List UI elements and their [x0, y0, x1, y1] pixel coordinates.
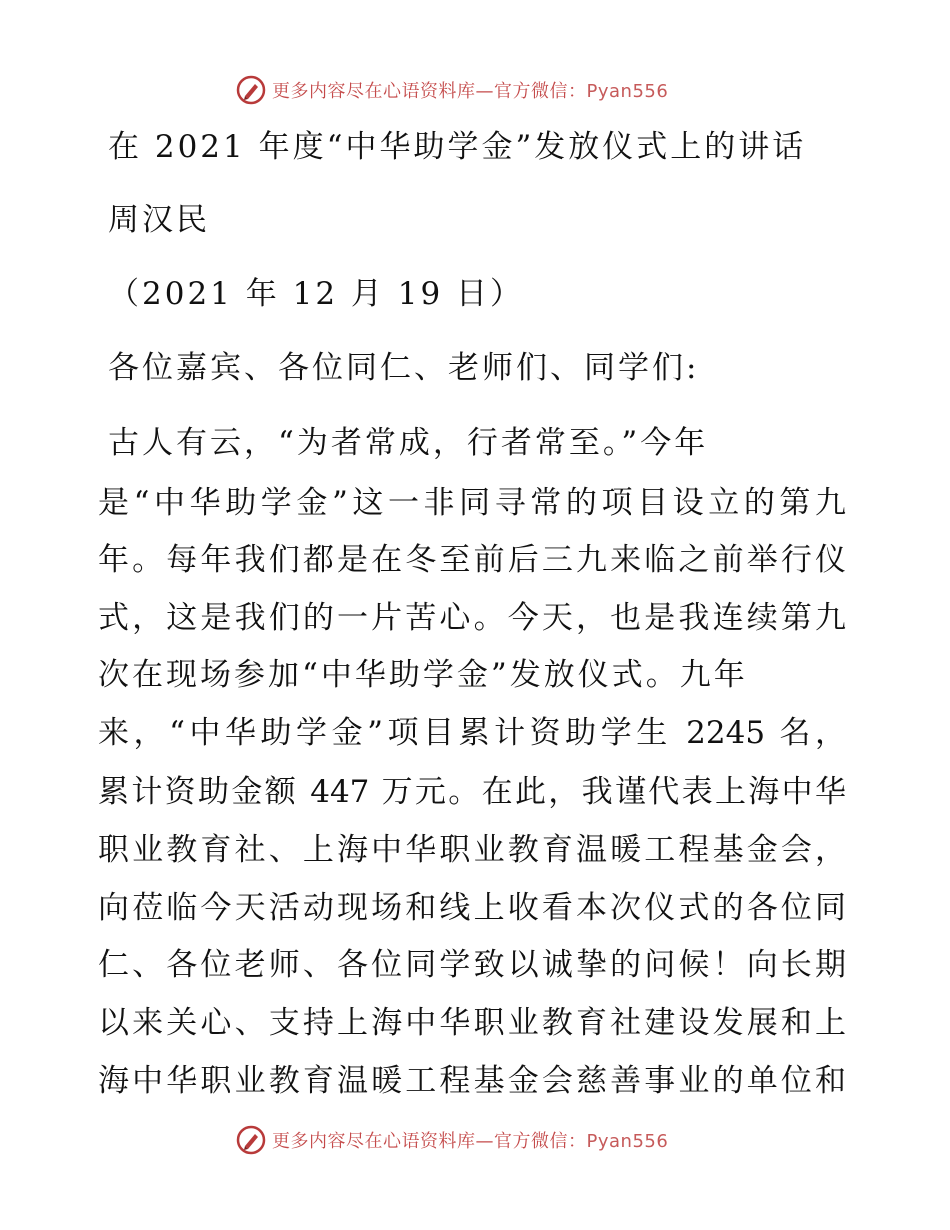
paragraph-line: 式，这是我们的一片苦心。今天，也是我连续第九: [98, 600, 846, 636]
document-date: （2021 年 12 月 19 日）: [108, 276, 525, 312]
document-author: 周汉民: [108, 202, 210, 238]
paragraph-line: 仁、各位老师、各位同学致以诚挚的问候！向长期: [98, 947, 846, 983]
salutation: 各位嘉宾、各位同仁、老师们、同学们:: [108, 350, 700, 386]
watermark-text: 更多内容尽在心语资料库—官方微信：Pyan556: [272, 1131, 669, 1152]
watermark-bottom: [236, 1122, 668, 1158]
paragraph-line: 是“中华助学金”这一非同寻常的项目设立的第九: [98, 485, 846, 521]
document-title: 在 2021 年度“中华助学金”发放仪式上的讲话: [108, 129, 807, 165]
pen-logo-icon: [236, 75, 266, 105]
paragraph-line: 以来关心、支持上海中华职业教育社建设发展和上: [98, 1005, 846, 1041]
paragraph-line: 向莅临今天活动现场和线上收看本次仪式的各位同: [98, 890, 846, 926]
watermark-text: 更多内容尽在心语资料库—官方微信：Pyan556: [272, 81, 669, 102]
paragraph-line: 次在现场参加“中华助学金”发放仪式。九年: [98, 657, 748, 693]
paragraph-line: 来，“中华助学金”项目累计资助学生 2245 名，: [98, 715, 846, 751]
pen-logo-icon: [236, 1125, 266, 1155]
paragraph-line: 海中华职业教育温暖工程基金会慈善事业的单位和: [98, 1063, 846, 1099]
watermark-top: [236, 72, 668, 108]
paragraph-line: 年。每年我们都是在冬至前后三九来临之前举行仪: [98, 542, 846, 578]
paragraph-line: 古人有云，“为者常成，行者常至。”今年: [108, 425, 709, 461]
paragraph-line: 职业教育社、上海中华职业教育温暖工程基金会，: [98, 832, 846, 868]
paragraph-line: 累计资助金额 447 万元。在此，我谨代表上海中华: [98, 774, 846, 810]
